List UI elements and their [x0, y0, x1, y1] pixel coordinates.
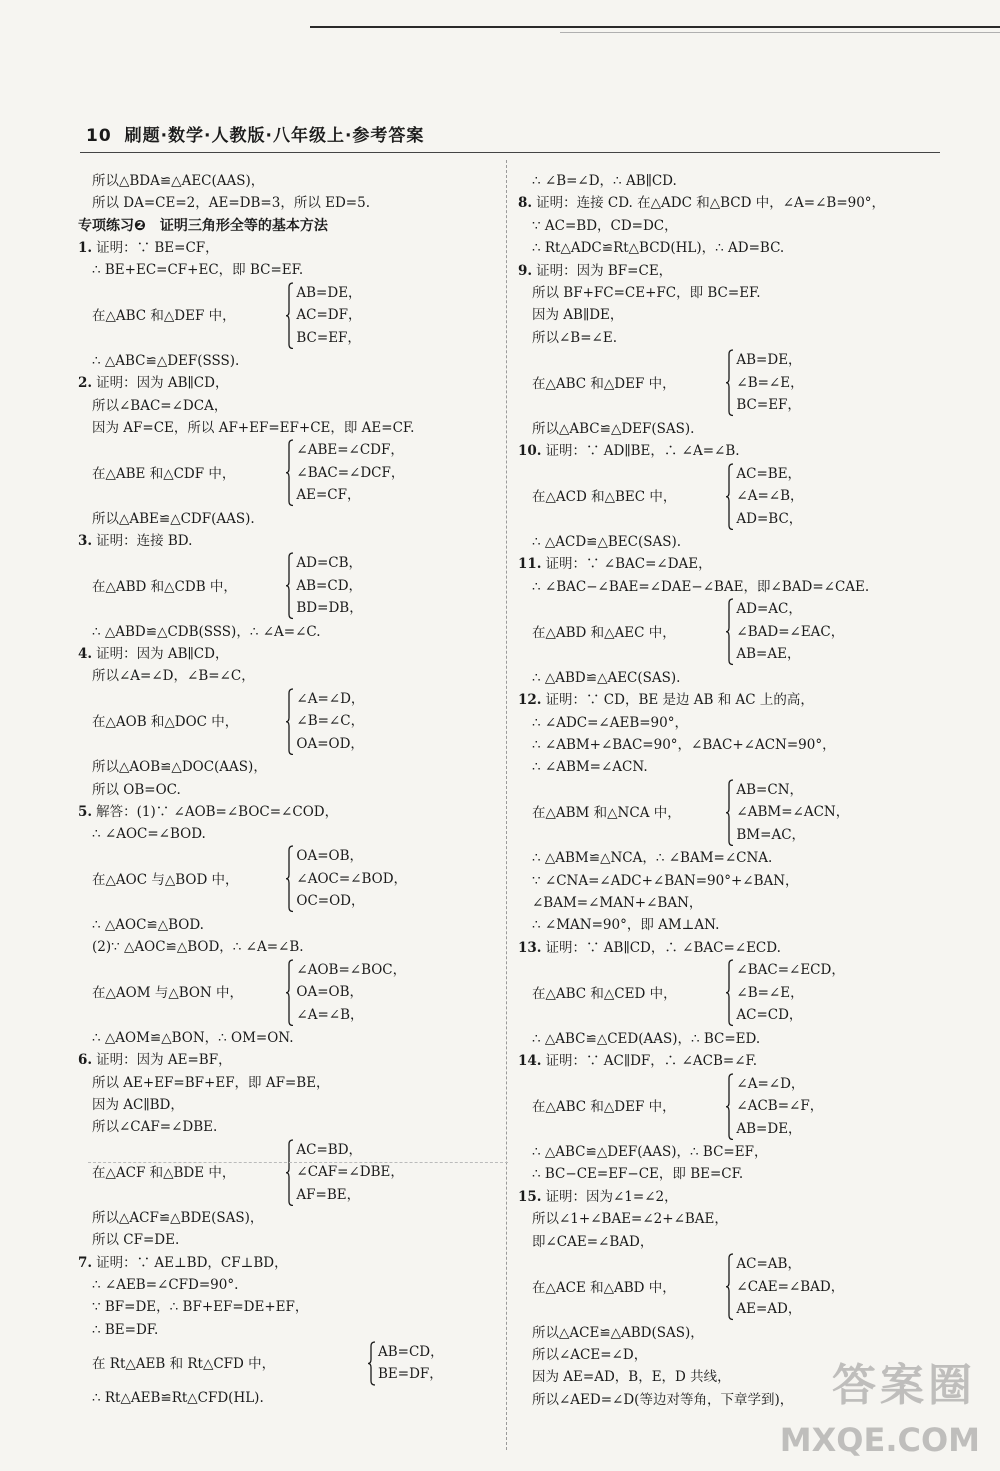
answer-line: 因为 AE=AD，B，E，D 共线， [532, 1369, 731, 1386]
answer-line: ∴ △AOC≌△BOD. [92, 916, 204, 933]
case-conditions [736, 959, 844, 1027]
case-lead: 在△ABC 和△DEF 中， [92, 308, 236, 324]
page-title: 刷题·数学·人教版·八年级上·参考答案 [124, 126, 425, 146]
case-condition: ∠CAF=∠DBE， [296, 1164, 404, 1180]
case-condition: ∠A=∠B， [296, 1006, 364, 1023]
case-condition: BD=DB， [296, 600, 363, 617]
case-lead: 在△ABM 和△NCA 中， [532, 805, 681, 822]
problem-line [78, 372, 228, 395]
problem-text: 证明：∵ BE=CF， [96, 239, 219, 256]
answer-line: 因为 AB∥DE， [532, 307, 624, 324]
page-number: 10 [86, 126, 112, 146]
case-conditions [736, 779, 849, 847]
case-condition: AC=CD， [736, 1007, 803, 1024]
case-condition: ∠A=∠D， [736, 1075, 805, 1092]
case-lead: 在△ACF 和△BDE 中， [92, 1165, 236, 1181]
problem-line [78, 643, 228, 666]
answer-line: ∴ △ABD≌△CDB(SSS)，∴ ∠A=∠C. [92, 623, 321, 640]
answer-line: ∴ BE=DF. [92, 1321, 159, 1338]
answer-line: 因为 AF=CE，所以 AF+EF=EF+CE，即 AE=CF. [92, 419, 415, 436]
case-condition: ∠A=∠D， [296, 690, 365, 707]
brace-icon [726, 349, 733, 417]
problem-text: 证明：因为 AE=BF， [96, 1052, 232, 1069]
case-condition: BC=EF， [296, 329, 361, 346]
case-condition: ∠BAD=∠EAC， [736, 623, 845, 640]
brace-icon [726, 959, 733, 1027]
case-conditions [296, 552, 362, 620]
problem-number: 10. [518, 443, 542, 460]
case-condition: AB=DE， [736, 1120, 802, 1137]
case-condition: AE=AD， [736, 1301, 802, 1317]
case-condition: BC=EF， [736, 397, 801, 414]
page-header [86, 121, 424, 146]
case-conditions [736, 349, 803, 417]
case-conditions [736, 1253, 844, 1321]
problem-line [78, 237, 219, 260]
watermark-url: MXQE.COM [779, 1421, 980, 1459]
case-conditions [378, 1341, 444, 1386]
problem-text: 证明：∵ AC∥DF，∴ ∠ACB=∠F. [545, 1053, 758, 1070]
answer-line: ∴ ∠AEB=∠CFD=90°. [92, 1276, 239, 1293]
answer-line: ∴ △ABD≌△AEC(SAS). [532, 669, 681, 686]
problem-line [518, 440, 740, 463]
problem-number: 3. [78, 533, 93, 549]
case-condition: AB=CD， [378, 1343, 444, 1360]
case-condition: ∠B=∠E， [736, 984, 804, 1001]
problem-number: 12. [518, 692, 542, 709]
case-condition: AF=BE， [296, 1186, 361, 1203]
case-conditions [736, 1073, 823, 1141]
answer-line: ∵ ∠CNA=∠ADC+∠BAN=90°+∠BAN， [532, 872, 799, 889]
problem-line [78, 801, 338, 824]
problem-text: 解答：(1)∵ ∠AOB=∠BOC=∠COD， [96, 803, 339, 820]
case-lead: 在△ABD 和△CDB 中， [92, 578, 237, 595]
problem-number: 11. [518, 556, 542, 573]
answer-line: ∠BAM=∠MAN+∠BAN， [532, 895, 703, 911]
answer-line: ∴ ∠MAN=90°，即 AM⊥AN. [532, 917, 720, 934]
section-heading: 专项练习❷ 证明三角形全等的基本方法 [78, 217, 328, 234]
case-conditions [296, 439, 404, 507]
answer-line: 所以∠CAF=∠DBE. [92, 1119, 218, 1136]
problem-line [78, 530, 192, 553]
case-lead: 在△ABE 和△CDF 中， [92, 465, 236, 482]
answer-line: ∴ ∠AOC=∠BOD. [92, 826, 206, 843]
answer-line: ∵ BF=DE，∴ BF+EF=DE+EF， [92, 1299, 309, 1316]
answer-line: ∴ Rt△ADC≌Rt△BCD(HL)，∴ AD=BC. [532, 240, 785, 257]
problem-line [518, 1186, 678, 1209]
problem-number: 7. [78, 1254, 93, 1271]
brace-icon [726, 1073, 733, 1141]
brace-icon [726, 1253, 733, 1321]
problem-number: 5. [78, 803, 93, 820]
case-conditions [296, 1139, 403, 1207]
problem-text: 证明：∵ AE⊥BD，CF⊥BD， [96, 1254, 288, 1271]
case-condition: AB=CD， [296, 577, 363, 594]
answer-line: ∴ ∠ABM+∠BAC=90°，∠BAC+∠ACN=90°， [532, 736, 836, 753]
problem-text: 证明：因为 AB∥CD， [96, 375, 229, 392]
case-condition: AC=BD， [296, 1141, 363, 1158]
answer-line: ∴ ∠B=∠D，∴ AB∥CD. [532, 173, 677, 189]
case-condition: ∠ABE=∠CDF， [296, 442, 404, 459]
case-condition: AD=CB， [296, 555, 363, 572]
answer-line: 所以 OB=OC. [92, 781, 181, 798]
answer-line: 所以∠AED=∠D(等边对等角，下章学到)， [532, 1391, 794, 1408]
case-lead: 在△ABC 和△CED 中， [532, 985, 677, 1002]
brace-icon [726, 779, 733, 847]
top-rule-light [560, 32, 1000, 33]
problem-number: 9. [518, 262, 533, 279]
case-condition: ∠BAC=∠ECD， [736, 962, 845, 979]
case-condition: OA=OD， [296, 735, 364, 752]
case-lead: 在△ACD 和△BEC 中， [532, 489, 677, 505]
brace-icon [368, 1341, 375, 1386]
case-conditions [296, 845, 407, 913]
answer-line: 所以 CF=DE. [92, 1232, 180, 1249]
answer-line: 所以∠B=∠E. [532, 329, 618, 346]
answer-line: 所以 BF+FC=CE+FC，即 BC=EF. [532, 285, 761, 301]
case-condition: ∠ABM=∠ACN， [736, 804, 850, 821]
case-lead: 在 Rt△AEB 和 Rt△CFD 中， [92, 1356, 276, 1373]
case-conditions [736, 463, 803, 531]
case-condition: ∠AOB=∠BOC， [296, 961, 407, 978]
case-condition: OA=OB， [296, 984, 364, 1000]
answer-line: (2)∵ △AOC≌△BOD，∴ ∠A=∠B. [92, 939, 304, 956]
answer-line: 所以∠BAC=∠DCA， [92, 397, 228, 414]
case-condition: BM=AC， [736, 826, 806, 843]
answer-line: ∴ △ACD≌△BEC(SAS). [532, 534, 682, 550]
answer-line: 所以△ACF≌△BDE(SAS)， [92, 1210, 264, 1226]
case-lead: 在△AOM 与△BON 中， [92, 985, 244, 1001]
problem-line [78, 1252, 288, 1275]
problem-number: 15. [518, 1188, 542, 1205]
problem-line [518, 260, 672, 283]
problem-number: 2. [78, 375, 93, 392]
problem-text: 证明：∵ ∠BAC=∠DAE， [545, 556, 712, 573]
brace-icon [286, 959, 293, 1027]
problem-text: 证明：连接 BD. [96, 533, 193, 549]
case-conditions [296, 959, 406, 1027]
problem-text: 证明：∵ CD，BE 是边 AB 和 AC 上的高， [545, 692, 814, 709]
problem-line [518, 1050, 757, 1073]
case-condition: ∠B=∠C， [296, 713, 365, 730]
answer-line: 所以△ABC≌△DEF(SAS). [532, 420, 695, 437]
brace-icon [286, 552, 293, 620]
problem-text: 证明：∵ AB∥CD，∴ ∠BAC=∠ECD. [545, 939, 781, 956]
answer-line: 所以 AE+EF=BF+EF，即 AF=BE， [92, 1074, 330, 1091]
brace-icon [726, 598, 733, 666]
answer-line: 因为 AC∥BD， [92, 1096, 184, 1113]
answer-line: ∴ △ABC≌△CED(AAS)，∴ BC=ED. [532, 1030, 761, 1047]
case-condition: AD=AC， [736, 601, 802, 618]
answer-line: ∵ AC=BD，CD=DC， [532, 217, 678, 234]
column-divider [506, 160, 507, 1450]
problem-number: 6. [78, 1052, 93, 1069]
case-condition: AB=CN， [736, 781, 804, 798]
problem-line [78, 1049, 232, 1072]
brace-icon [286, 439, 293, 507]
problem-text: 证明：因为 BF=CE， [536, 262, 673, 279]
answer-line: 所以△ACE≌△ABD(SAS)， [532, 1324, 704, 1341]
answer-line: ∴ △ABM≌△NCA，∴ ∠BAM=∠CNA. [532, 850, 773, 867]
case-condition: AB=AE， [736, 646, 801, 663]
case-lead: 在△ABC 和△DEF 中， [532, 1099, 676, 1115]
problem-number: 8. [518, 195, 533, 212]
answer-line: ∴ ∠BAC−∠BAE=∠DAE−∠BAE，即∠BAD=∠CAE. [532, 578, 870, 595]
problem-text: 证明：∵ AD∥BE，∴ ∠A=∠B. [545, 443, 740, 460]
problem-text: 证明：连接 CD. 在△ADC 和△BCD 中，∠A=∠B=90°， [536, 195, 886, 212]
brace-icon [286, 688, 293, 756]
case-lead: 在△ABD 和△AEC 中， [532, 624, 676, 641]
answer-line: 所以 DA=CE=2，AE=DB=3，所以 ED=5. [92, 195, 370, 212]
answer-line: ∴ △AOM≌△BON，∴ OM=ON. [92, 1030, 294, 1046]
brace-icon [286, 1139, 293, 1207]
case-condition: AC=DF， [296, 307, 362, 323]
answer-line: 所以∠ACE=∠D， [532, 1346, 648, 1363]
case-condition: ∠AOC=∠BOD， [296, 870, 408, 887]
answer-line: ∴ △ABC≌△DEF(SSS). [92, 353, 240, 369]
answer-line: ∴ Rt△AEB≌Rt△CFD(HL). [92, 1389, 264, 1406]
scan-fold-line [88, 1162, 508, 1163]
top-rule [310, 26, 1000, 28]
case-lead: 在△ABC 和△DEF 中， [532, 375, 676, 392]
case-condition: AE=CF， [296, 487, 361, 504]
case-condition: ∠B=∠E， [736, 374, 804, 391]
problem-line [518, 937, 781, 960]
problem-number: 13. [518, 939, 542, 956]
answer-line: 即∠CAE=∠BAD， [532, 1233, 654, 1250]
case-condition: AC=AB， [736, 1256, 801, 1272]
problem-number: 4. [78, 646, 93, 663]
answer-line: ∴ BC−CE=EF−CE，即 BE=CF. [532, 1166, 744, 1183]
problem-text: 证明：因为 AB∥CD， [96, 646, 229, 663]
case-lead: 在△AOB 和△DOC 中， [92, 714, 239, 731]
problem-number: 14. [518, 1053, 542, 1070]
case-lead: 在△AOC 与△BOD 中， [92, 871, 239, 888]
answer-line: ∴ ∠ADC=∠AEB=90°， [532, 714, 688, 731]
case-condition: OC=OD， [296, 893, 365, 910]
brace-icon [286, 282, 293, 350]
brace-icon [286, 845, 293, 913]
case-condition: AB=DE， [736, 352, 802, 369]
case-condition: ∠CAE=∠BAD， [736, 1278, 845, 1295]
case-condition: AD=BC， [736, 510, 803, 527]
header-rule [80, 152, 940, 153]
watermark-logo: 答案圈 [832, 1360, 976, 1411]
answer-line: 所以△BDA≌△AEC(AAS)， [92, 173, 265, 189]
answer-line: ∴ △ABC≌△DEF(AAS)，∴ BC=EF， [532, 1144, 768, 1160]
problem-text: 证明：因为∠1=∠2， [545, 1188, 678, 1205]
case-condition: ∠ACB=∠F， [736, 1098, 824, 1114]
case-condition: AC=BE， [736, 465, 802, 482]
problem-number: 1. [78, 239, 93, 256]
answer-line: 所以△ABE≌△CDF(AAS). [92, 510, 255, 527]
answer-line: ∴ ∠ABM=∠ACN. [532, 759, 648, 776]
case-conditions [736, 598, 844, 666]
case-conditions [296, 688, 364, 756]
answer-line: ∴ BE+EC=CF+EC，即 BC=EF. [92, 262, 304, 279]
case-condition: ∠BAC=∠DCF， [296, 464, 405, 481]
answer-line: 所以∠1+∠BAE=∠2+∠BAE， [532, 1211, 728, 1228]
answer-line: 所以∠A=∠D，∠B=∠C， [92, 668, 255, 685]
problem-line [518, 553, 712, 576]
case-lead: 在△ACE 和△ABD 中， [532, 1279, 676, 1296]
case-condition: AB=DE， [296, 284, 362, 301]
problem-line [518, 192, 885, 215]
case-condition: BE=DF， [378, 1366, 443, 1383]
brace-icon [726, 463, 733, 531]
case-condition: ∠A=∠B， [736, 488, 804, 504]
case-conditions [296, 282, 361, 350]
case-condition: OA=OB， [296, 848, 364, 865]
answer-line: 所以△AOB≌△DOC(AAS)， [92, 759, 267, 776]
problem-line [518, 689, 814, 712]
